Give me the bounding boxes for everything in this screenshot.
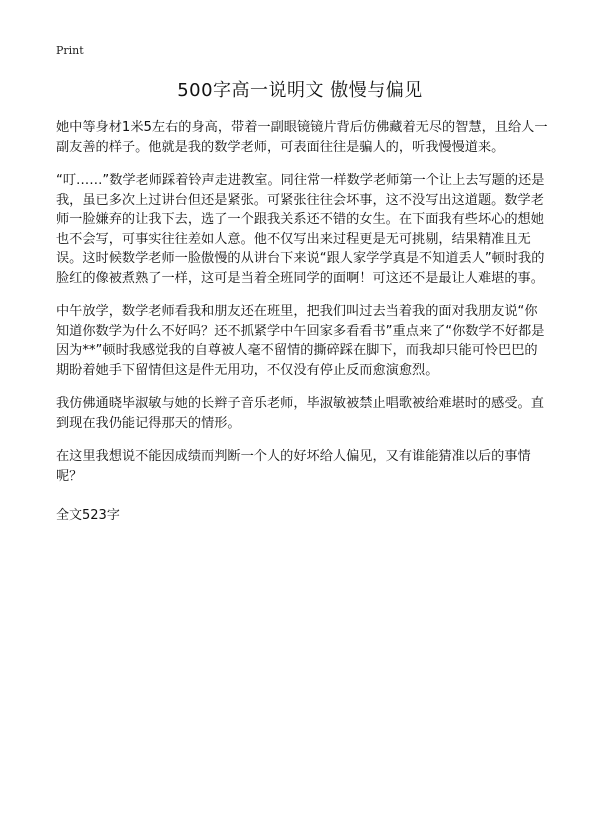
article-title: 500字高一说明文 傲慢与偏见 xyxy=(177,80,423,101)
paragraph-5: 在这里我想说不能因成绩而判断一个人的好坏给人偏见，又有谁能猜准以后的事情呢？ xyxy=(56,449,531,484)
paragraph-1: 她中等身材1米5左右的身高，带着一副眼镜镜片背后仿佛藏着无尽的智慧，且给人一副友善的样子。他就是我的数学老师，可表面往往是骗人的，听我慢慢道来。 xyxy=(56,120,548,155)
paragraph-4: 我仿佛通晓毕淑敏与她的长辫子音乐老师，毕淑敏被禁止唱歌被给难堪时的感受。直到现在我仍能记得那天的情形。 xyxy=(56,396,544,431)
paragraph-2: “叮……”数学老师踩着铃声走进教室。同往常一样数学老师第一个让上去写题的还是我，虽已多次上过讲台但还是紧张。可紧张往往会坏事，这不没写出这道题。数学老师一脸嫌弃的让我下去，选了一个跟我关系还不错的女生。在下面我有些坏心的想她也不会写，可事实往往差如人意。他不仅写出来过程更是无可挑剔，结果精准且无误。这时候数学老师一脸傲慢的从讲台下来说“跟人家学学真是不知道丢人”顿时我的脸红的像被煮熟了一样，这可是当着全班同学的面啊！可这还不是最让人难堪的事。 xyxy=(56,173,545,286)
word-count: 全文523字 xyxy=(56,508,120,523)
paragraph-3: 中午放学，数学老师看我和朋友还在班里，把我们叫过去当着我的面对我朋友说“你知道你数学为什么不好吗？还不抓紧学中午回家多看看书”重点来了“你数学不好都是因为**”顿时我感觉我的自尊被人毫不留情的撕碎踩在脚下，而我却只能可怜巴巴的期盼着她手下留情但这是件无用功，不仅没有停止反而愈演愈烈。 xyxy=(56,304,545,378)
article-body xyxy=(56,118,548,525)
print-link[interactable]: Print xyxy=(56,44,84,57)
